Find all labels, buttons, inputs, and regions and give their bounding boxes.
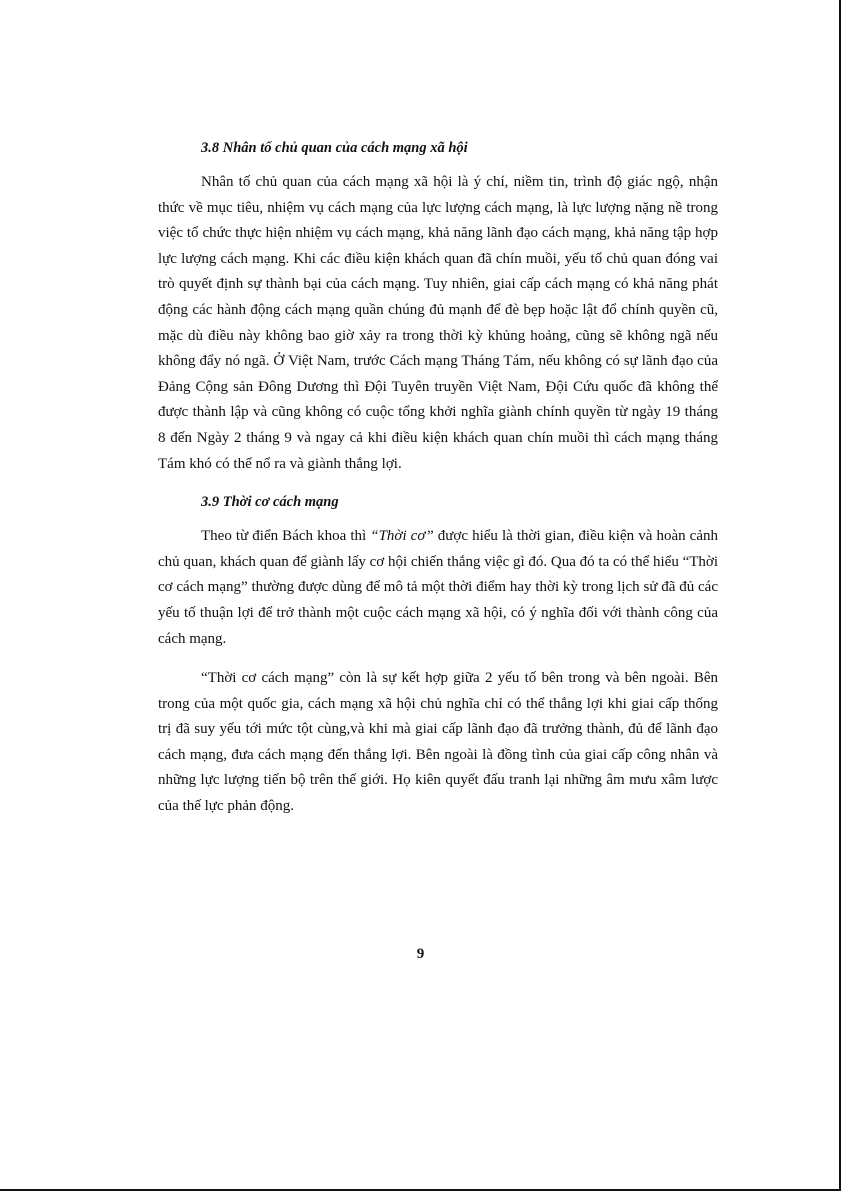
section-heading-revolutionary-opportunity: 3.9 Thời cơ cách mạng	[201, 494, 339, 511]
definition-term: “Thời cơ”	[370, 528, 434, 545]
paragraph-opportunity-definition	[158, 524, 718, 652]
paragraph-opportunity-factors: “Thời cơ cách mạng” còn là sự kết hợp giữa 2 yếu tố bên trong và bên ngoài. Bên trong của một quốc gia, cách mạng xã hội chủ nghĩa chỉ có thể thắng lợi khi giai cấp thống trị đã suy yếu tới mức tột cùng,và khi mà giai cấp lãnh đạo đã trưởng thành, đủ để lãnh đạo cách mạng, đưa cách mạng đến thắng lợi. Bên ngoài là đồng tình của giai cấp công nhân và những lực lượng tiến bộ trên thế giới. Họ kiên quyết đấu tranh lại những âm mưu xâm lược của thế lực phản động.	[158, 670, 718, 815]
page-number: 9	[416, 946, 425, 962]
definition-intro-text: Theo từ điển Bách khoa thì	[201, 528, 371, 545]
paragraph-subjective-factor: Nhân tố chủ quan của cách mạng xã hội là ý chí, niềm tin, trình độ giác ngộ, nhận thức về mục tiêu, nhiệm vụ cách mạng của lực lượng cách mạng, là lực lượng nặng nề trong việc tổ chức thực hiện nhiệm vụ cách mạng, khả năng lãnh đạo cách mạng, khả năng tập hợp lực lượng cách mạng. Khi các điều kiện khách quan đã chín muồi, yếu tố chủ quan đóng vai trò quyết định sự thành bại của cách mạng. Tuy nhiên, giai cấp cách mạng có khả năng phát động các hành động cách mạng quần chúng đủ mạnh để đè bẹp hoặc lật đổ chính quyền cũ, mặc dù điều này không bao giờ xảy ra trong thời kỳ khủng hoảng, cũng sẽ không ngã nếu không đẩy nó ngã. Ở Việt Nam, trước Cách mạng Tháng Tám, nếu không có sự lãnh đạo của Đảng Cộng sản Đông Dương thì Đội Tuyên truyền Việt Nam, Đội Cứu quốc đã không thể được thành lập và cũng không có cuộc tổng khởi nghĩa giành chính quyền từ ngày 19 tháng 8 đến Ngày 2 tháng 9 và ngay cả khi điều kiện khách quan chín muồi thì cách mạng tháng Tám khó có thể nổ ra và giành thắng lợi.	[158, 174, 718, 472]
page-body	[158, 138, 718, 820]
section-heading-subjective-factor: 3.8 Nhân tố chủ quan của cách mạng xã hội	[201, 140, 468, 156]
definition-body-text: được hiểu là thời gian, điều kiện và hoàn cảnh chủ quan, khách quan để giành lấy cơ hội chiến thắng việc gì đó. Qua đó ta có thể hiểu “Thời cơ cách mạng” thường được dùng để mô tả một thời điểm hay thời kỳ trong lịch sử đã đủ các yếu tố thuận lợi để trở thành một cuộc cách mạng xã hội, có ý nghĩa đối với thành công của cách mạng.	[158, 528, 718, 647]
